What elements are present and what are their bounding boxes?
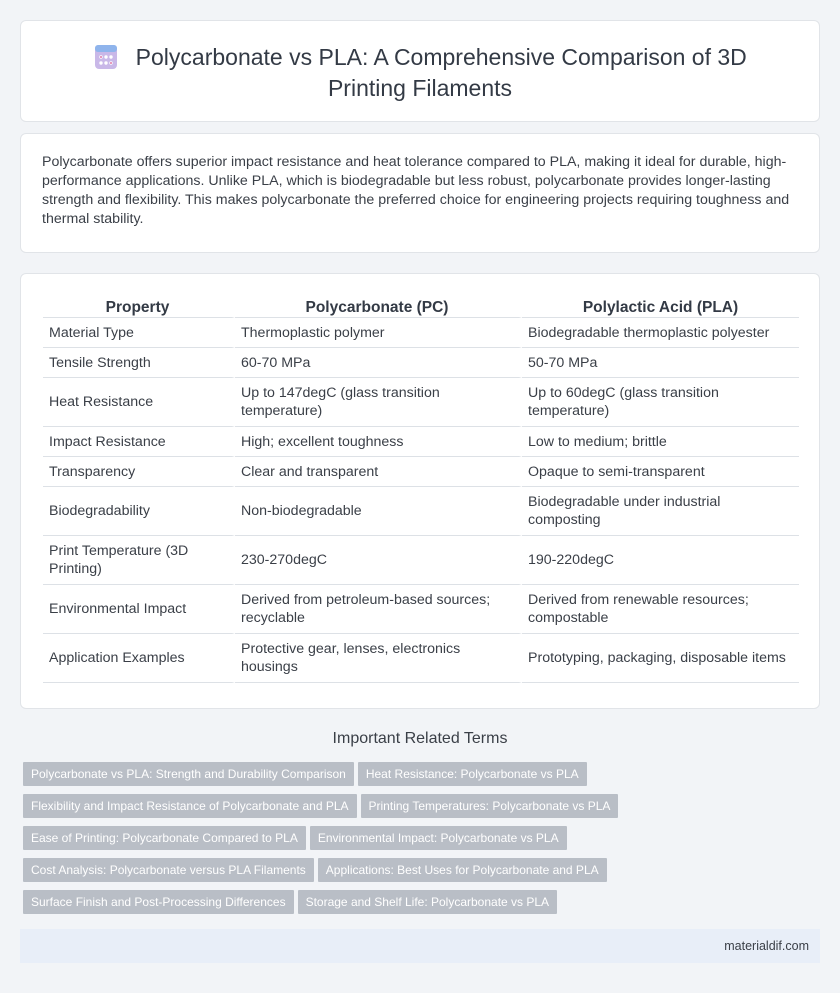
intro-text: Polycarbonate offers superior impact resistance and heat tolerance compared to PLA, making it ideal for durable, high-performance applications. Unlike PLA, which is biodegradable but less robust, polycarbonate provides longer-lasting strength and flexibility. This makes polycarbonate the preferred choice for engineering projects requiring toughness and thermal stability. [42, 154, 790, 227]
property-cell: Print Temperature (3D Printing) [43, 536, 235, 585]
intro-card [20, 133, 820, 253]
footer-site-link[interactable]: materialdif.com [724, 939, 809, 953]
pc-cell: Protective gear, lenses, electronics housings [235, 634, 522, 683]
header-pla: Polylactic Acid (PLA) [522, 296, 799, 318]
pc-cell: 230-270degC [235, 536, 522, 585]
related-terms-title: Important Related Terms [332, 730, 508, 747]
pla-cell: 50-70 MPa [522, 348, 799, 378]
comparison-table [43, 296, 799, 683]
page-title: Polycarbonate vs PLA: A Comprehensive Comparison of 3D Printing Filaments [135, 44, 747, 101]
pc-cell: Clear and transparent [235, 457, 522, 487]
table-row [43, 585, 799, 634]
header-property: Property [43, 296, 235, 318]
property-cell: Heat Resistance [43, 378, 235, 427]
comparison-table-card [20, 273, 820, 709]
pla-cell: Biodegradable thermoplastic polyester [522, 318, 799, 348]
related-term-tag[interactable]: Storage and Shelf Life: Polycarbonate vs PLA [298, 890, 558, 914]
header-card [20, 20, 820, 122]
related-term-tag[interactable]: Ease of Printing: Polycarbonate Compared to PLA [23, 826, 306, 850]
pla-cell: Opaque to semi-transparent [522, 457, 799, 487]
table-row [43, 457, 799, 487]
table-row [43, 536, 799, 585]
tag-row [23, 826, 823, 858]
pla-cell: Prototyping, packaging, disposable items [522, 634, 799, 683]
related-term-tag[interactable]: Flexibility and Impact Resistance of Polycarbonate and PLA [23, 794, 357, 818]
footer [20, 929, 820, 963]
tag-row [23, 794, 823, 826]
tag-row [23, 762, 823, 794]
table-row [43, 348, 799, 378]
property-cell: Application Examples [43, 634, 235, 683]
title-wrap [21, 43, 819, 103]
property-cell: Environmental Impact [43, 585, 235, 634]
property-cell: Biodegradability [43, 487, 235, 536]
property-cell: Transparency [43, 457, 235, 487]
property-cell: Material Type [43, 318, 235, 348]
header-polycarbonate: Polycarbonate (PC) [235, 296, 522, 318]
related-term-tag[interactable]: Cost Analysis: Polycarbonate versus PLA Filaments [23, 858, 314, 882]
table-header-row [43, 296, 799, 318]
table-row [43, 378, 799, 427]
related-term-tag[interactable]: Applications: Best Uses for Polycarbonate and PLA [318, 858, 607, 882]
pla-cell: 190-220degC [522, 536, 799, 585]
calculator-icon [93, 44, 119, 70]
pc-cell: Thermoplastic polymer [235, 318, 522, 348]
pc-cell: Non-biodegradable [235, 487, 522, 536]
tag-row [23, 858, 823, 890]
pc-cell: Up to 147degC (glass transition temperature) [235, 378, 522, 427]
property-cell: Tensile Strength [43, 348, 235, 378]
pc-cell: Derived from petroleum-based sources; recyclable [235, 585, 522, 634]
pla-cell: Biodegradable under industrial composting [522, 487, 799, 536]
table-row [43, 487, 799, 536]
tag-row [23, 890, 823, 922]
table-row [43, 318, 799, 348]
pla-cell: Derived from renewable resources; compostable [522, 585, 799, 634]
related-term-tag[interactable]: Environmental Impact: Polycarbonate vs PLA [310, 826, 567, 850]
related-term-tag[interactable]: Heat Resistance: Polycarbonate vs PLA [358, 762, 587, 786]
related-terms-tags [23, 762, 823, 922]
property-cell: Impact Resistance [43, 427, 235, 457]
related-term-tag[interactable]: Surface Finish and Post-Processing Differences [23, 890, 294, 914]
table-row [43, 427, 799, 457]
related-term-tag[interactable]: Polycarbonate vs PLA: Strength and Durability Comparison [23, 762, 354, 786]
table-row [43, 634, 799, 683]
related-term-tag[interactable]: Printing Temperatures: Polycarbonate vs PLA [361, 794, 619, 818]
pc-cell: 60-70 MPa [235, 348, 522, 378]
pc-cell: High; excellent toughness [235, 427, 522, 457]
pla-cell: Up to 60degC (glass transition temperature) [522, 378, 799, 427]
pla-cell: Low to medium; brittle [522, 427, 799, 457]
